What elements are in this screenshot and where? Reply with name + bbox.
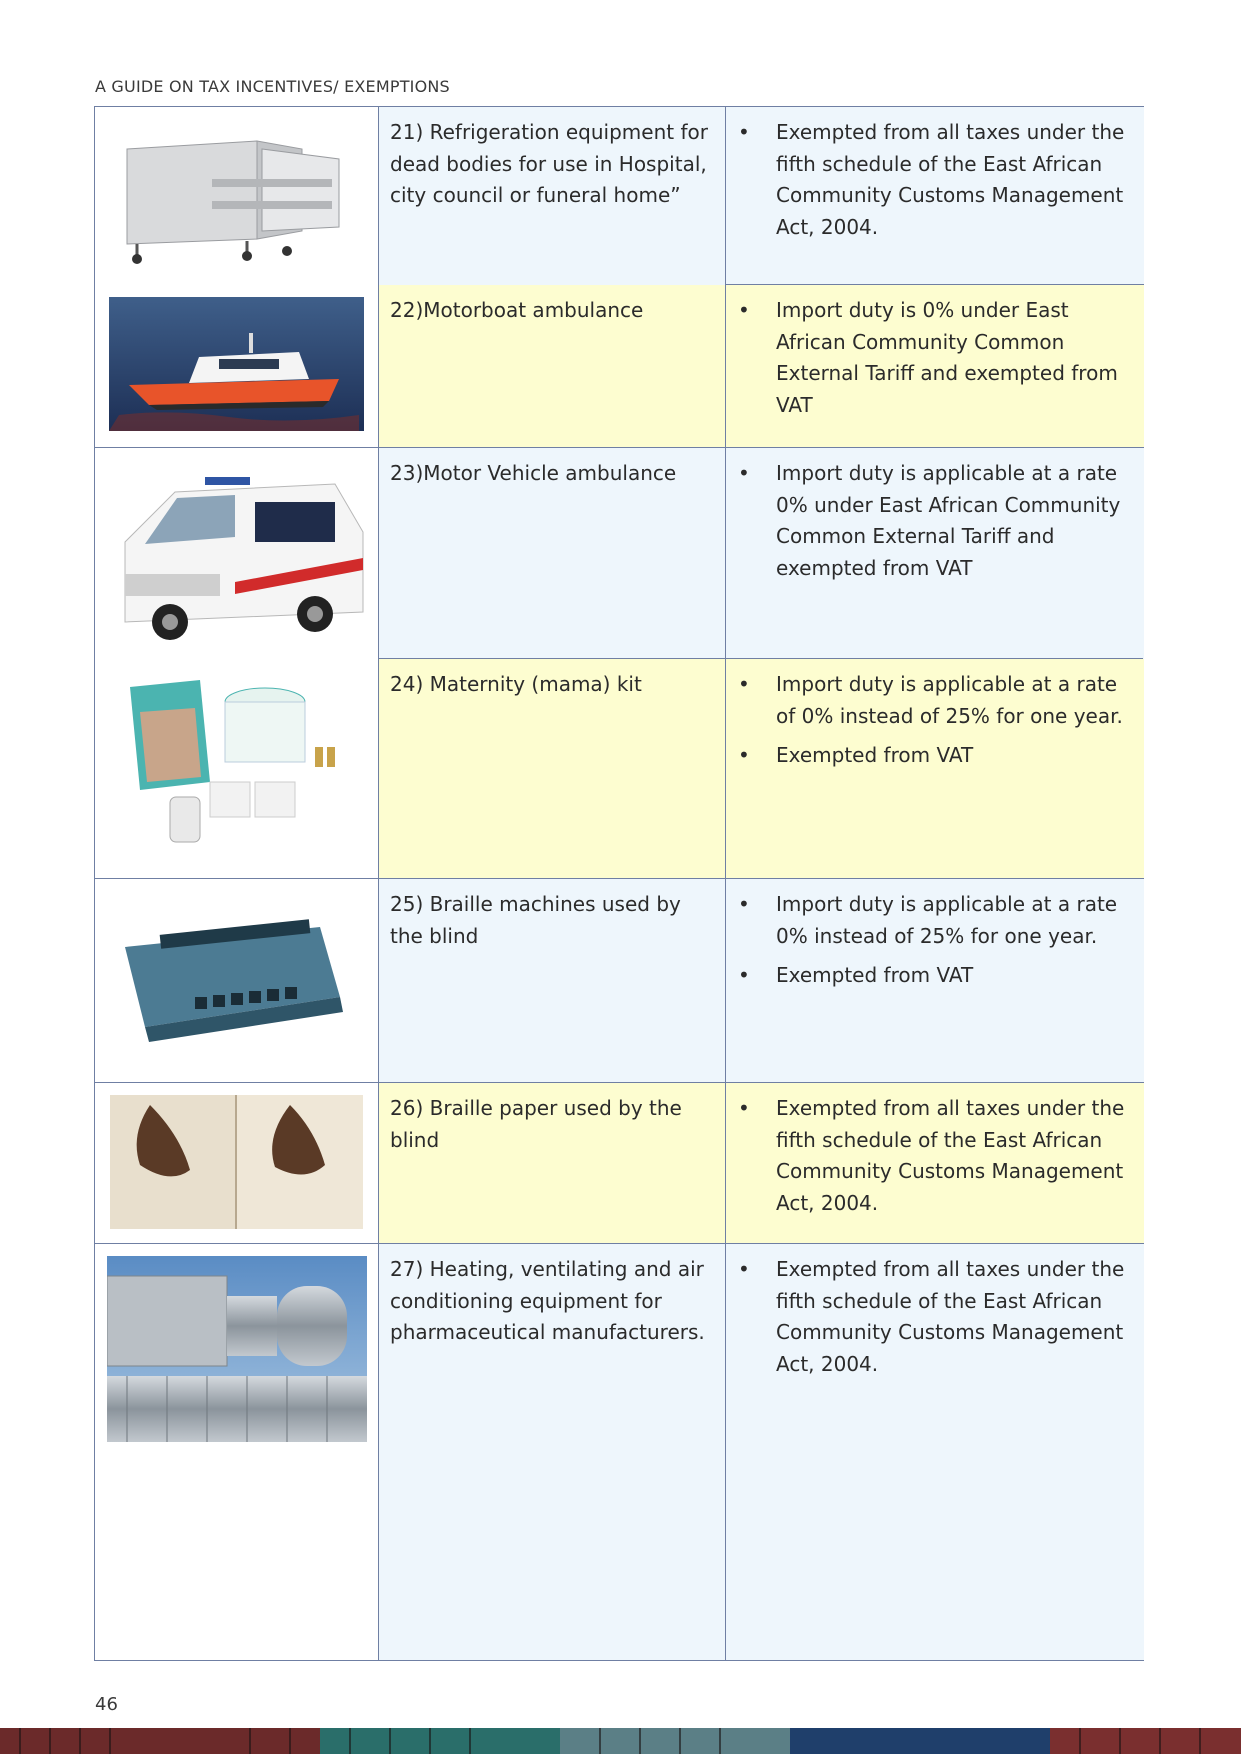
page-number: 46 [95, 1694, 118, 1715]
row-25-note-2: • Exempted from VAT [738, 963, 974, 987]
row-23-item-cell [379, 448, 726, 659]
mortuary-refrigerator-image [107, 119, 347, 271]
row-25-item-cell [379, 879, 726, 1082]
row-27-note-1: • Exempted from all taxes under the fifth schedule of the East African Community Customs Management Act, 2004. [738, 1257, 1125, 1376]
row-24-item: 24) Maternity (mama) kit [390, 672, 642, 696]
row-25-note-1: • Import duty is applicable at a rate 0% instead of 25% for one year. [738, 892, 1118, 948]
row-24-note-1: • Import duty is applicable at a rate of 0% instead of 25% for one year. [738, 672, 1123, 728]
row-divider [95, 447, 1143, 448]
row-26-item-cell [379, 1083, 726, 1243]
vehicle-ambulance-image [105, 462, 373, 654]
row-27-item: 27) Heating, ventilating and air conditioning equipment for pharmaceutical manufacturers. [390, 1257, 705, 1344]
row-24-note-2: • Exempted from VAT [738, 743, 974, 767]
row-27-item-cell [379, 1244, 726, 1660]
row-25-notes-cell [726, 879, 1144, 1082]
row-21-notes-cell [726, 107, 1144, 285]
row-26-item: 26) Braille paper used by the blind [390, 1096, 682, 1152]
motorboat-ambulance-image [109, 297, 364, 431]
row-24-item-cell [379, 659, 726, 878]
braille-paper-image [110, 1095, 363, 1229]
row-23-note-1: • Import duty is applicable at a rate 0% under East African Community Common External Tariff and exempted from VAT [738, 461, 1121, 580]
row-25-item: 25) Braille machines used by the blind [390, 892, 681, 948]
row-23-item: 23)Motor Vehicle ambulance [390, 461, 677, 485]
row-divider [95, 1243, 1143, 1244]
footer-containers-strip [0, 1728, 1241, 1754]
row-23-notes-cell [726, 448, 1144, 659]
row-divider [95, 878, 1143, 879]
braille-machine-image [115, 902, 350, 1052]
tax-exemptions-table [94, 106, 1144, 1661]
row-22-item: 22)Motorboat ambulance [390, 298, 644, 322]
column-divider [725, 107, 726, 1660]
row-26-notes-cell [726, 1083, 1144, 1243]
hvac-duct-image [107, 1256, 367, 1442]
row-22-item-cell [379, 285, 726, 447]
row-divider [95, 1082, 1143, 1083]
row-26-note-1: • Exempted from all taxes under the fifth schedule of the East African Community Customs Management Act, 2004. [738, 1096, 1125, 1215]
row-22-notes-cell [726, 285, 1144, 447]
row-21-item-cell [379, 107, 726, 285]
row-21-note-1: • Exempted from all taxes under the fifth schedule of the East African Community Customs Management Act, 2004. [738, 120, 1125, 239]
page-header-title: A GUIDE ON TAX INCENTIVES/ EXEMPTIONS [95, 77, 450, 96]
row-24-notes-cell [726, 659, 1144, 878]
maternity-kit-image [115, 672, 355, 862]
row-27-notes-cell [726, 1244, 1144, 1660]
row-22-note-1: • Import duty is 0% under East African Community Common External Tariff and exempted from VAT [738, 298, 1118, 417]
row-21-item: 21) Refrigeration equipment for dead bodies for use in Hospital, city council or funeral home” [390, 120, 708, 207]
row-divider [379, 658, 1143, 659]
column-divider [378, 107, 379, 1660]
